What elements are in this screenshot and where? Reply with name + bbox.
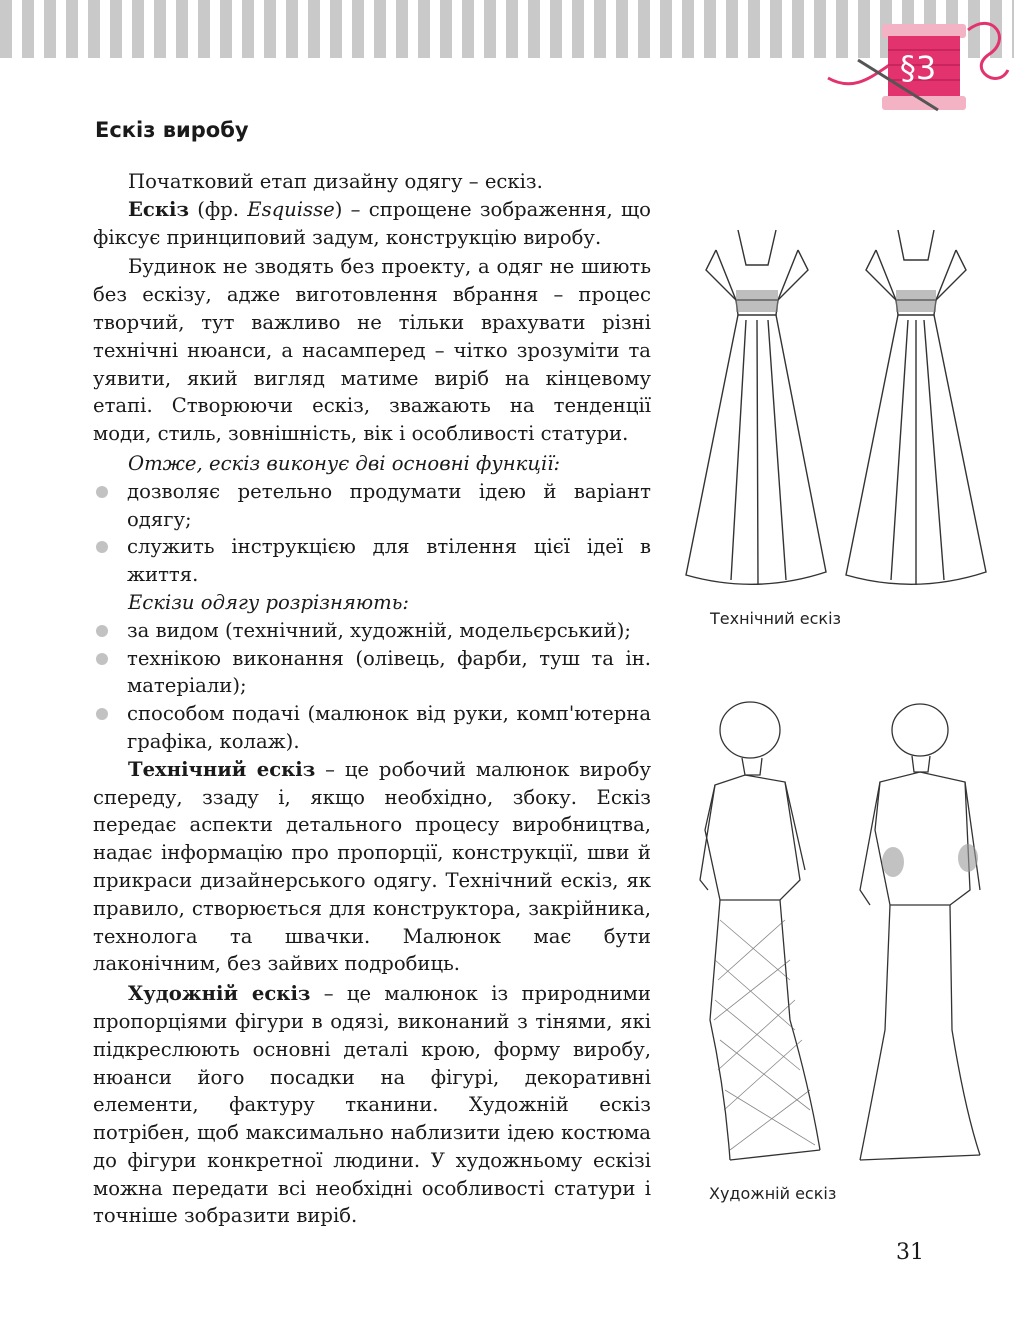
page-number: 31	[896, 1240, 924, 1265]
house-paragraph: Будинок не зводять без проекту, а одяг не шиють без ескізу, адже виготовлення вбрання – процес творчий, тут важливо не тільки врахувати різні технічні нюанси, а насамперед – чітко зрозуміти та уявити, який вигляд матиме виріб на кінцевому етапі. Створюючи ескіз, зважають на тенденції моди, стиль, зовнішність, вік і особливості статури.	[93, 255, 651, 446]
types-lead: Ескізи одягу розрізняють:	[128, 590, 409, 614]
artistic-paragraph	[93, 980, 651, 1230]
def-rest: ) – спрощене зображення, що фіксує принциповий задум, конструкцію виробу.	[93, 197, 651, 249]
list-item: технікою виконання (олівець, фарби, туш та ін. матеріали);	[93, 645, 651, 701]
tech-term: Технічний ескіз	[128, 757, 316, 781]
def-term: Ескіз	[128, 197, 189, 221]
body-text	[93, 168, 651, 1230]
technical-sketch-image	[676, 210, 996, 595]
artistic-sketch-image	[690, 690, 1000, 1180]
section-badge: §3	[899, 49, 937, 87]
list-item: способом подачі (малюнок від руки, комп'ютерна графіка, колаж).	[93, 700, 651, 756]
definition-paragraph	[93, 196, 651, 252]
list-item: служить інструкцією для втілення цієї ідеї в життя.	[93, 533, 651, 589]
tech-rest: – це робочий малюнок виробу спереду, ззаду і, якщо необхідно, збоку. Ескіз передає аспекти детального процесу виробництва, надає інформацію про пропорції, конструкції, шви й прикраси дизайнерського одягу. Технічний ескіз, як правило, створюється для конструктора, закрійника, технолога та швачки. Малюнок має бути лаконічним, без зайвих подробиць.	[93, 757, 651, 976]
list-item: дозволяє ретельно продумати ідею й варіант одягу;	[93, 478, 651, 534]
art-term: Художній ескіз	[128, 982, 311, 1006]
art-rest: – це малюнок із природними пропорціями фігури в одязі, виконаний з тінями, які підкреслюють основні деталі крою, форму виробу, нюанси його посадки на фігурі, декоративні елементи, фактуру тканини. Художній ескіз потрібен, щоб максимально наблизити ідею костюма до фігури конкретної людини. У художньому ескізі можна передати всі необхідні особливості статури і точніше зобразити виріб.	[93, 982, 651, 1228]
def-word: Esquisse	[247, 197, 335, 221]
def-fr: (фр.	[188, 197, 248, 221]
functions-list	[93, 478, 651, 589]
technical-paragraph	[93, 756, 651, 978]
types-list	[93, 617, 651, 756]
list-item: за видом (технічний, художній, модельєрський);	[93, 617, 651, 645]
functions-lead: Отже, ескіз виконує дві основні функції:	[128, 451, 561, 475]
artistic-caption: Художній ескіз	[709, 1184, 837, 1203]
intro-paragraph: Початковий етап дизайну одягу – ескіз.	[128, 170, 543, 193]
technical-caption: Технічний ескіз	[710, 609, 842, 628]
page-title: Ескіз виробу	[95, 118, 249, 142]
